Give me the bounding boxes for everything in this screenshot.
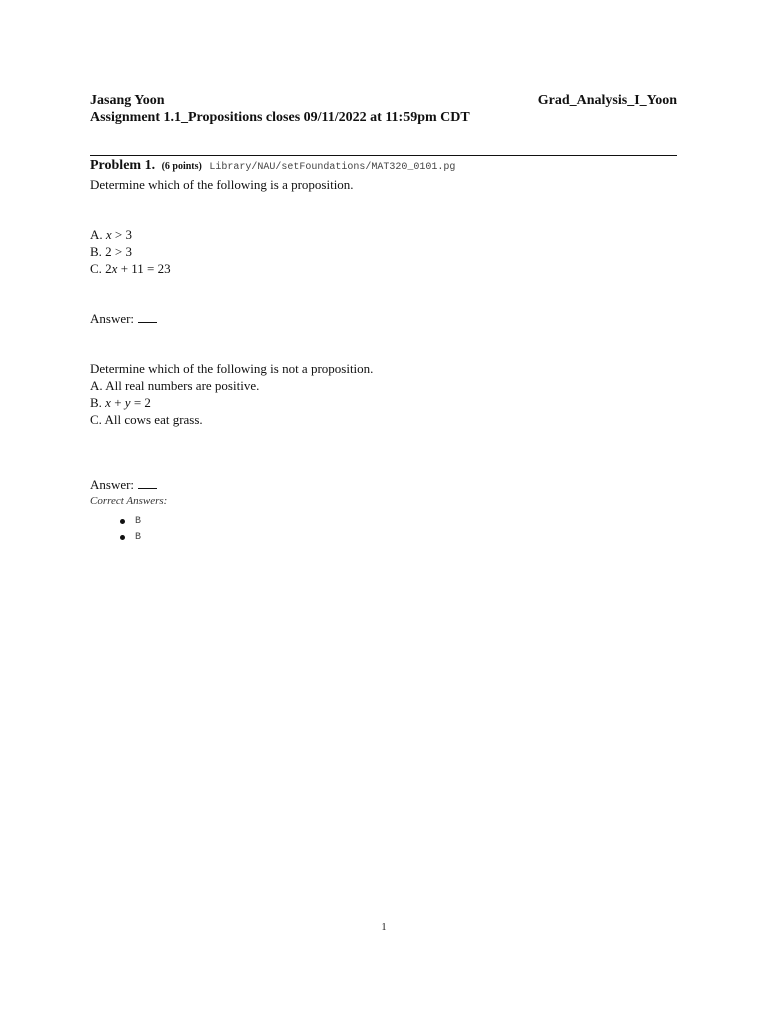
option-letter: B. xyxy=(90,244,102,259)
q1-option-a xyxy=(90,227,132,243)
q2-option-a xyxy=(90,378,259,394)
option-letter: A. xyxy=(90,227,103,242)
list-item xyxy=(120,514,141,530)
list-item xyxy=(120,530,141,546)
problem-heading xyxy=(90,157,455,176)
q1-option-c xyxy=(90,261,171,277)
option-text: All real numbers are positive. xyxy=(105,378,260,393)
assignment-title: Assignment 1.1_Propositions closes 09/11/2022 at 11:59pm CDT xyxy=(90,110,470,125)
question-1: Determine which of the following is a proposition. xyxy=(90,177,354,192)
option-expr: x > 3 xyxy=(105,227,133,242)
q2-option-b xyxy=(90,395,151,411)
answer-2-row xyxy=(90,477,157,493)
option-text: All cows eat grass. xyxy=(104,412,203,427)
answer-2-blank[interactable] xyxy=(138,478,157,489)
option-letter: C. xyxy=(90,412,102,427)
question-2: Determine which of the following is not a proposition. xyxy=(90,361,374,376)
problem-path: Library/NAU/setFoundations/MAT320_0101.pg xyxy=(209,162,456,173)
correct-answer-value: B xyxy=(135,516,142,527)
problem-label: Problem 1. xyxy=(90,158,156,173)
correct-answers-list xyxy=(120,514,141,546)
q1-option-b xyxy=(90,244,132,260)
bullet-icon xyxy=(120,535,125,540)
option-letter: A. xyxy=(90,378,103,393)
problem-points: (6 points) xyxy=(161,161,202,172)
answer-1-blank[interactable] xyxy=(138,312,157,323)
correct-answers-label: Correct Answers: xyxy=(90,495,168,507)
course-name: Grad_Analysis_I_Yoon xyxy=(537,93,677,108)
option-expr: 2x + 11 = 23 xyxy=(105,261,171,276)
answer-1-row xyxy=(90,311,157,327)
option-letter: B. xyxy=(90,395,102,410)
q2-option-c xyxy=(90,412,203,428)
page-number: 1 xyxy=(381,922,387,933)
option-letter: C. xyxy=(90,261,102,276)
student-name: Jasang Yoon xyxy=(90,93,165,108)
option-expr: 2 > 3 xyxy=(105,244,133,259)
option-expr: x + y = 2 xyxy=(105,395,151,410)
bullet-icon xyxy=(120,519,125,524)
correct-answer-value: B xyxy=(135,532,142,543)
answer-label: Answer: xyxy=(90,477,135,492)
header-rule xyxy=(90,155,677,156)
answer-label: Answer: xyxy=(90,311,135,326)
